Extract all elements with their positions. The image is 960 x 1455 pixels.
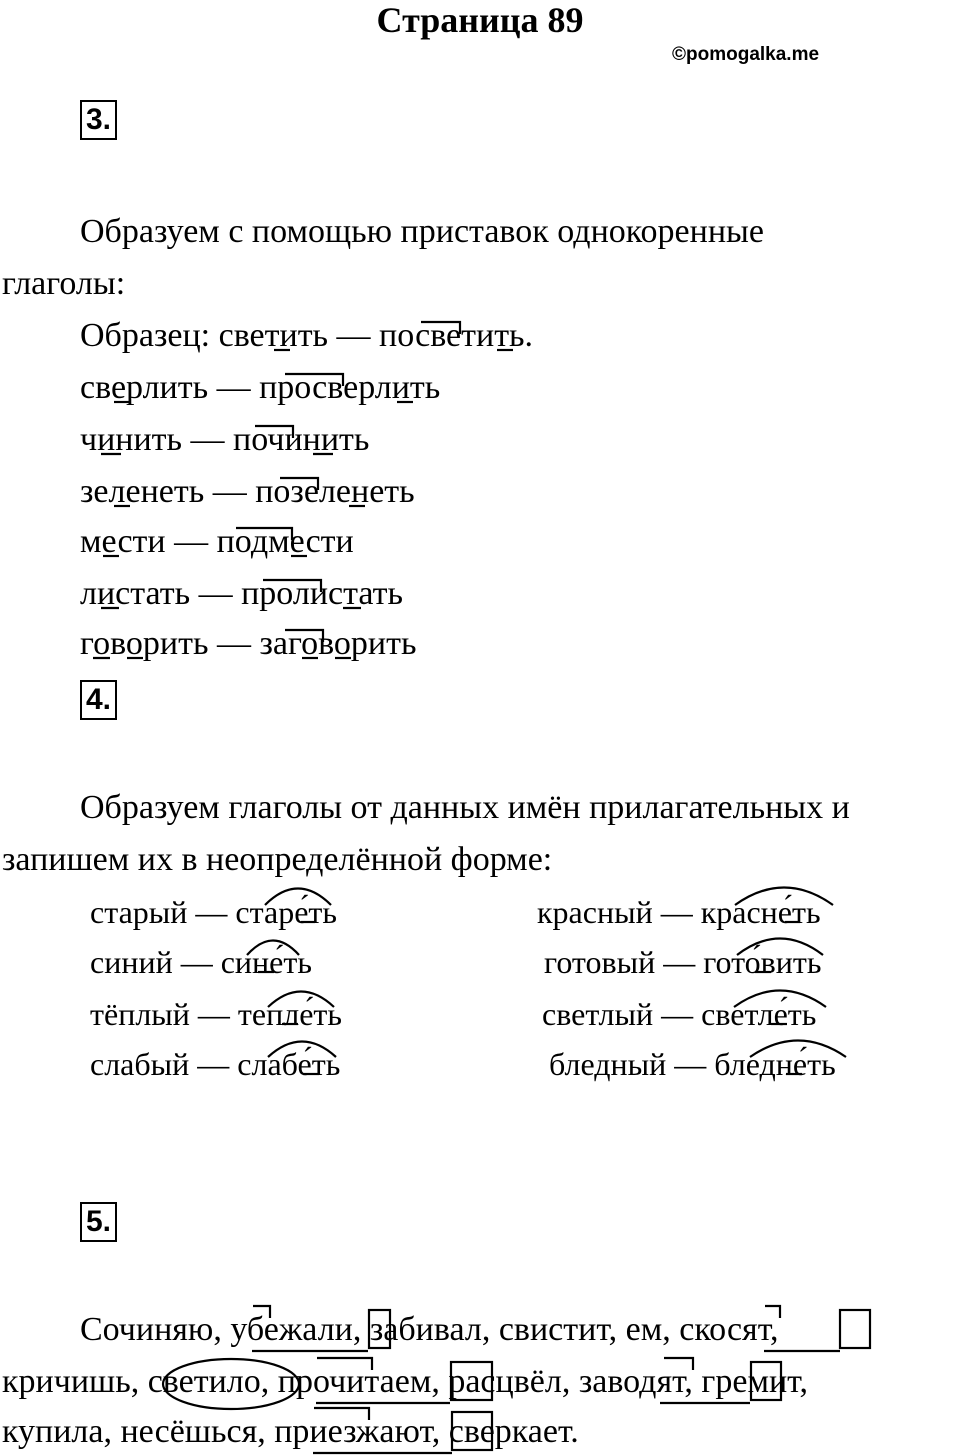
word-pair: зеленеть — позеленеть — [80, 473, 415, 510]
exercise-4-task: Образуем глаголы от данных имён прилагательных и — [80, 789, 850, 826]
ending-box — [840, 1310, 870, 1348]
word-pair: готовый — гото́вить — [544, 944, 822, 980]
word-pair: тёплый — тепле́ть — [90, 996, 342, 1032]
word-pair: синий — сине́ть — [90, 944, 312, 980]
exercise-5-number: 5. — [80, 1202, 117, 1242]
word-pair: мести — подмести — [80, 523, 354, 560]
exercise-3-task: Образуем с помощью приставок однокоренные — [80, 213, 764, 250]
page-title: Страница 89 — [376, 0, 584, 40]
word-pair: сверлить — просверлить — [80, 369, 441, 406]
word-pair: листать — пролистать — [80, 575, 403, 612]
exercise-3-number: 3. — [80, 100, 117, 140]
exercise-4-number: 4. — [80, 680, 117, 720]
word-pair: старый — старе́ть — [90, 894, 337, 930]
exercise-4-task-cont: запишем их в неопределённой форме: — [2, 841, 553, 878]
exercise-5-line: кричишь, светило, прочитаем, расцвёл, заводят, гремит, — [2, 1363, 808, 1400]
exercise-5-line: Сочиняю, убежали, забивал, свистит, ем, скосят, — [80, 1311, 779, 1348]
exercise-3-sample: Образец: светить — посветить. — [80, 317, 534, 354]
exercise-3-task-cont: глаголы: — [2, 265, 126, 302]
word-pair: бледный — бледне́ть — [549, 1046, 836, 1082]
word-pair: светлый — светле́ть — [542, 996, 817, 1032]
word-pair: слабый — слабе́ть — [90, 1046, 341, 1082]
watermark: ©pomogalka.me — [672, 44, 820, 65]
word-pair: чинить — починить — [80, 421, 370, 458]
exercise-5-line: купила, несёшься, приезжают, сверкает. — [2, 1413, 579, 1450]
word-pair: красный — красне́ть — [537, 894, 821, 930]
word-pair: говорить — заговорить — [80, 625, 417, 662]
